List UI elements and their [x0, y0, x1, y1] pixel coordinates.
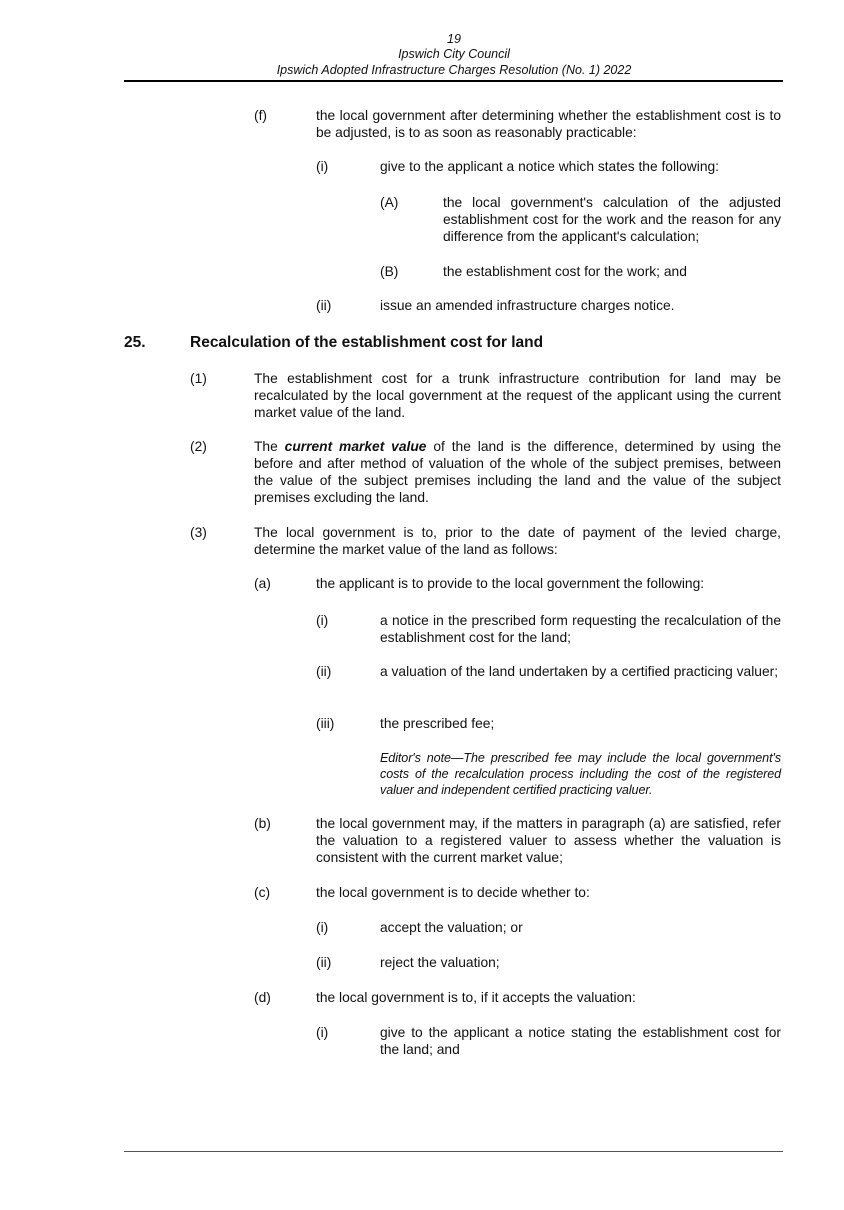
para-c-i-text: accept the valuation; or	[380, 920, 523, 935]
para-c-ii-label: (ii)	[316, 955, 332, 970]
subsection-1-label: (1)	[190, 371, 207, 386]
item-f-i-text: give to the applicant a notice which states the following:	[380, 159, 719, 174]
para-d-i-text: give to the applicant a notice stating the establishment cost for the land; and	[380, 1025, 781, 1057]
para-a-iii-text: the prescribed fee;	[380, 716, 495, 731]
subsection-3-label: (3)	[190, 525, 207, 540]
header-document-title: Ipswich Adopted Infrastructure Charges Resolution (No. 1) 2022	[276, 63, 632, 77]
item-A-label: (A)	[380, 195, 399, 210]
item-B-text: the establishment cost for the work; and	[443, 264, 687, 279]
para-a-ii-text: a valuation of the land undertaken by a certified practicing valuer;	[380, 664, 779, 679]
para-d-text: the local government is to, if it accepts the valuation:	[316, 990, 636, 1005]
header-council: Ipswich City Council	[398, 47, 510, 61]
item-f-label: (f)	[254, 108, 268, 123]
para-b-text: the local government may, if the matters in paragraph (a) are satisfied, refer the valuation to a registered valuer to assess whether the valuation is consistent with the current market value;	[316, 816, 781, 865]
para-c-label: (c)	[254, 885, 271, 900]
item-B-label: (B)	[380, 264, 399, 279]
para-c-i-label: (i)	[316, 920, 329, 935]
subsection-3-text: The local government is to, prior to the date of payment of the levied charge, determine the market value of the land as follows:	[254, 525, 781, 557]
para-c-text: the local government is to decide whether to:	[316, 885, 590, 900]
para-a-i-label: (i)	[316, 613, 329, 628]
subsection-1-text: The establishment cost for a trunk infrastructure contribution for land may be recalculated by the local government at the request of the applicant using the current market value of the land.	[254, 371, 781, 420]
item-f-text: the local government after determining whether the establishment cost is to be adjusted, is to as soon as reasonably practicable:	[316, 108, 781, 140]
section-title: Recalculation of the establishment cost for land	[190, 334, 544, 351]
page-number: 19	[447, 32, 461, 46]
defined-term-current-market-value: current market value	[284, 439, 427, 454]
section-number: 25.	[124, 334, 146, 351]
item-f-ii-label: (ii)	[316, 298, 332, 313]
para-a-iii-label: (iii)	[316, 716, 335, 731]
footer-rule	[124, 1151, 783, 1152]
header-rule	[124, 80, 783, 82]
item-f-i-label: (i)	[316, 159, 329, 174]
subsection-2-post: of the land is the difference, determined by using the before and after method of valuation of the whole of the subject premises, between the value of the subject premises including the land and the value of the subject premises excluding the land.	[254, 439, 782, 505]
para-d-i-label: (i)	[316, 1025, 329, 1040]
para-a-label: (a)	[254, 576, 271, 591]
subsection-2-pre: The	[254, 439, 285, 454]
para-a-i-text: a notice in the prescribed form requesting the recalculation of the establishment cost for the land;	[380, 613, 781, 645]
subsection-2-text	[254, 438, 781, 506]
para-c-ii-text: reject the valuation;	[380, 955, 500, 970]
para-a-text: the applicant is to provide to the local government the following:	[316, 576, 705, 591]
subsection-2-label: (2)	[190, 439, 207, 454]
item-A-text: the local government's calculation of the adjusted establishment cost for the work and the reason for any difference from the applicant's calculation;	[443, 195, 781, 244]
para-a-ii-label: (ii)	[316, 664, 332, 679]
para-b-label: (b)	[254, 816, 271, 831]
item-f-ii-text: issue an amended infrastructure charges notice.	[380, 298, 675, 313]
editors-note: Editor's note—The prescribed fee may include the local government's costs of the recalculation process including the cost of the registered valuer and independent certified practicing valuer.	[380, 751, 781, 797]
para-d-label: (d)	[254, 990, 271, 1005]
